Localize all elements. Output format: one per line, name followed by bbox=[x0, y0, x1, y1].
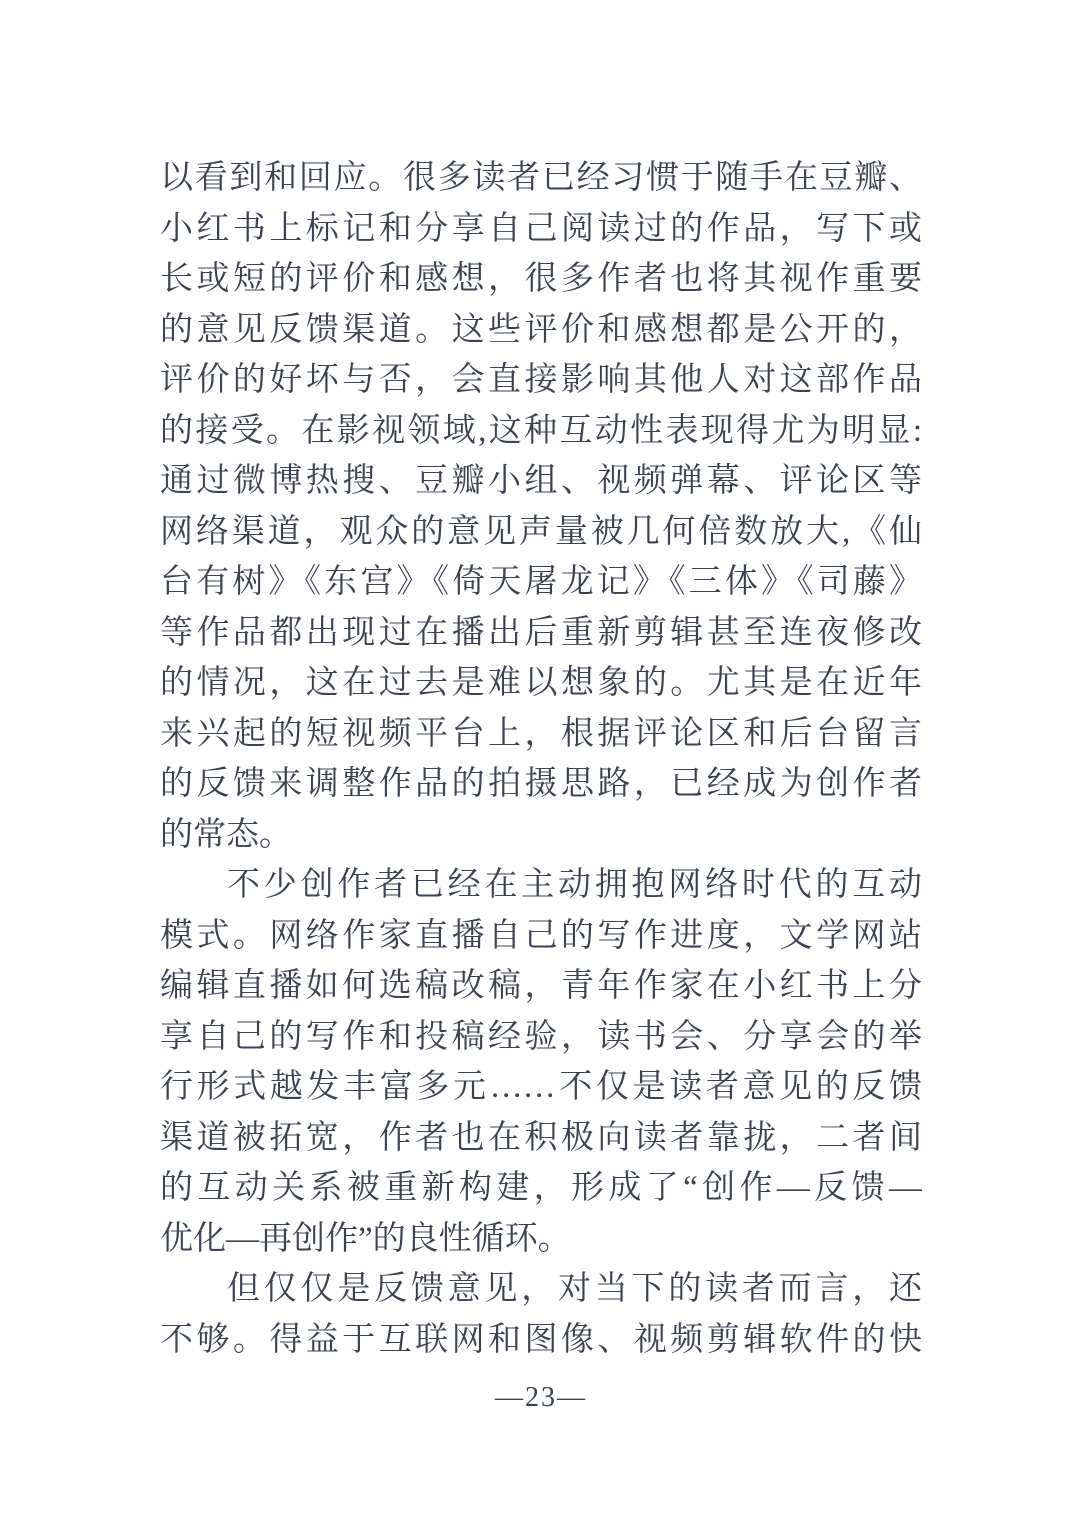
text-line: 来兴起的短视频平台上，根据评论区和后台留言 bbox=[160, 715, 922, 752]
text-line: 编辑直播如何选稿改稿，青年作家在小红书上分 bbox=[160, 968, 922, 1004]
text-line paragraph-end: 优化—再创作”的良性循环。 bbox=[160, 1220, 571, 1257]
text-line: 的意见反馈渠道。这些评价和感想都是公开的， bbox=[160, 311, 922, 348]
text-line: 等作品都出现过在播出后重新剪辑甚至连夜修改 bbox=[160, 614, 922, 651]
text-line: 的互动关系被重新构建，形成了“创作—反馈— bbox=[160, 1170, 922, 1206]
text-line paragraph-start: 不少创作者已经在主动拥抱网络时代的互动 bbox=[227, 867, 922, 903]
text-line paragraph-start: 但仅仅是反馈意见，对当下的读者而言，还 bbox=[227, 1271, 922, 1307]
text-line: 网络渠道，观众的意见声量被几何倍数放大,《仙 bbox=[160, 513, 922, 550]
text-line: 小红书上标记和分享自己阅读过的作品，写下或 bbox=[160, 210, 922, 247]
text-line: 享自己的写作和投稿经验，读书会、分享会的举 bbox=[160, 1018, 922, 1055]
text-line: 长或短的评价和感想，很多作者也将其视作重要 bbox=[160, 261, 922, 297]
text-line: 的情况，这在过去是难以想象的。尤其是在近年 bbox=[160, 665, 922, 701]
text-line: 台有树》《东宫》《倚天屠龙记》《三体》《司藤》 bbox=[160, 564, 922, 600]
text-line: 以看到和回应。很多读者已经习惯于随手在豆瓣、 bbox=[160, 160, 922, 196]
page-number: —23— bbox=[495, 1382, 587, 1413]
text-line paragraph-end: 的常态。 bbox=[160, 816, 292, 853]
text-line: 的接受。在影视领域,这种互动性表现得尤为明显: bbox=[160, 412, 922, 449]
text-line: 不够。得益于互联网和图像、视频剪辑软件的快 bbox=[160, 1321, 922, 1358]
text-line: 渠道被拓宽，作者也在积极向读者靠拢，二者间 bbox=[160, 1119, 922, 1156]
body-text bbox=[160, 153, 922, 1365]
text-line: 通过微博热搜、豆瓣小组、视频弹幕、评论区等 bbox=[160, 463, 922, 499]
text-line: 模式。网络作家直播自己的写作进度，文学网站 bbox=[160, 917, 922, 954]
text-line: 的反馈来调整作品的拍摄思路，已经成为创作者 bbox=[160, 766, 922, 802]
text-line: 评价的好坏与否，会直接影响其他人对这部作品 bbox=[160, 362, 922, 398]
text-line: 行形式越发丰富多元……不仅是读者意见的反馈 bbox=[160, 1069, 922, 1105]
